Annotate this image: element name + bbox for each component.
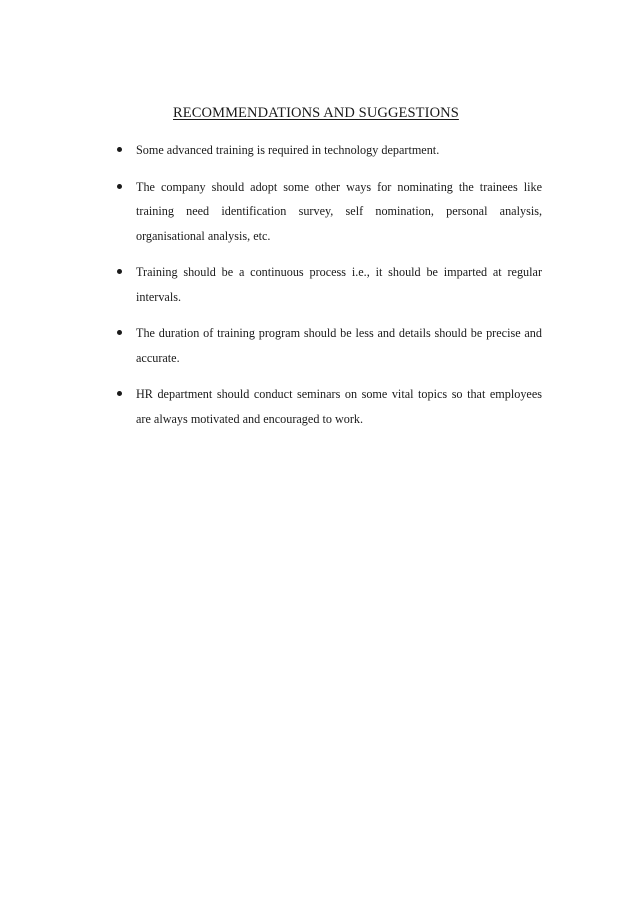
recommendations-list: [116, 138, 542, 443]
list-item-text: The duration of training program should be less and details should be precise and accurate.: [136, 326, 542, 365]
list-item-text: The company should adopt some other ways for nominating the trainees like training need identification survey, self nomination, personal analysis, organisational analysis, etc.: [136, 179, 542, 243]
list-item: [116, 260, 542, 309]
bullet-icon: [116, 382, 124, 407]
bullet-icon: [116, 260, 124, 285]
list-item: [116, 175, 542, 249]
list-item-text: Training should be a continuous process i.e., it should be imparted at regular intervals.: [136, 265, 542, 304]
bullet-icon: [116, 175, 124, 200]
list-item-text: HR department should conduct seminars on some vital topics so that employees are always motivated and encouraged to work.: [136, 387, 542, 426]
bullet-icon: [116, 321, 124, 346]
list-item: [116, 138, 542, 163]
page-title: RECOMMENDATIONS AND SUGGESTIONS: [173, 105, 459, 121]
list-item-text: Some advanced training is required in technology department.: [136, 143, 440, 157]
bullet-icon: [116, 138, 124, 163]
list-item: [116, 321, 542, 370]
list-item: [116, 382, 542, 431]
